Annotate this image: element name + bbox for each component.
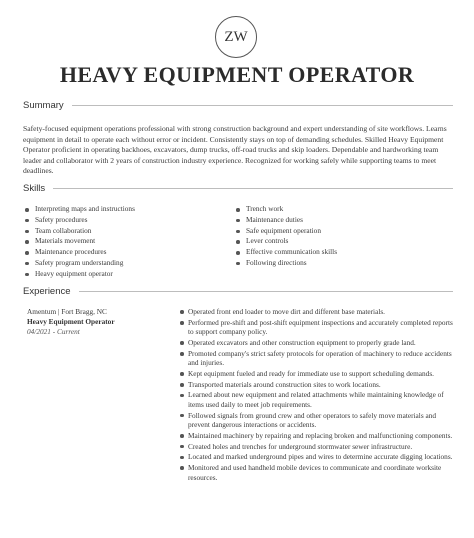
skills-column-left (23, 204, 135, 280)
job-title: Heavy Equipment Operator (27, 317, 115, 327)
job-company: Amentum | Fort Bragg, NC (27, 307, 107, 316)
skills-divider (53, 188, 453, 189)
monogram-initials: ZW (224, 28, 248, 45)
job-details (27, 307, 115, 338)
skills-column-right (234, 204, 337, 269)
skill-item: Effective communication skills (234, 247, 337, 258)
list-item: Kept equipment fueled and ready for immediate use to support scheduling demands. (178, 369, 455, 379)
skill-item: Safe equipment operation (234, 226, 337, 237)
skills-heading: Skills (23, 183, 46, 194)
skill-item: Maintenance procedures (23, 247, 135, 258)
experience-heading: Experience (23, 286, 71, 297)
skill-item: Safety program understanding (23, 258, 135, 269)
skill-item: Heavy equipment operator (23, 269, 135, 280)
experience-section-header (23, 286, 453, 297)
skill-item: Trench work (234, 204, 337, 215)
list-item: Performed pre-shift and post-shift equipment inspections and accurately completed reports to support company policy. (178, 318, 455, 337)
list-item: Operated excavators and other construction equipment to properly grade land. (178, 338, 455, 348)
list-item: Promoted company's strict safety protocols for operation of machinery to reduce accidents and injuries. (178, 349, 455, 368)
list-item: Monitored and used handheld mobile devices to communicate and coordinate worksite resources. (178, 463, 455, 482)
list-item: Located and marked underground pipes and wires to determine accurate digging locations. (178, 452, 455, 462)
summary-text: Safety-focused equipment operations professional with strong construction background and expert understanding of site workflows. Learns equipment in detail to operate each without error or incident. Consistently stays on top of demanding schedules. Skilled Heavy Equipment Operator proficient in operating backhoes, excavators, dump trucks, off-road trucks and skip loaders. Dependable and hardworking team leader and collaborator with 2 years of construction industry experience. Recognized for working safely while supporting teams to meet deadlines. (23, 124, 447, 176)
summary-heading: Summary (23, 100, 64, 111)
skills-section-header (23, 183, 453, 194)
monogram-badge (215, 16, 257, 58)
experience-bullets (178, 307, 455, 483)
resume-title: HEAVY EQUIPMENT OPERATOR (59, 62, 415, 87)
job-dates: 04/2021 - Current (27, 327, 80, 337)
skill-item: Safety procedures (23, 215, 135, 226)
skill-item: Materials movement (23, 236, 135, 247)
list-item: Operated front end loader to move dirt and different base materials. (178, 307, 455, 317)
list-item: Learned about new equipment and related attachments while maintaining knowledge of items used daily to meet job requirements. (178, 390, 455, 409)
list-item: Followed signals from ground crew and other operators to safely move materials and prevent dangerous interactions or accidents. (178, 411, 455, 430)
summary-divider (72, 105, 453, 106)
list-item: Transported materials around construction sites to work locations. (178, 380, 455, 390)
list-item: Created holes and trenches for underground stormwater sewer infrastructure. (178, 442, 455, 452)
experience-divider (79, 291, 453, 292)
skill-item: Team collaboration (23, 226, 135, 237)
skill-item: Maintenance duties (234, 215, 337, 226)
summary-section-header (23, 100, 453, 111)
skill-item: Interpreting maps and instructions (23, 204, 135, 215)
skill-item: Lever controls (234, 236, 337, 247)
skill-item: Following directions (234, 258, 337, 269)
list-item: Maintained machinery by repairing and replacing broken and malfunctioning components. (178, 431, 455, 441)
